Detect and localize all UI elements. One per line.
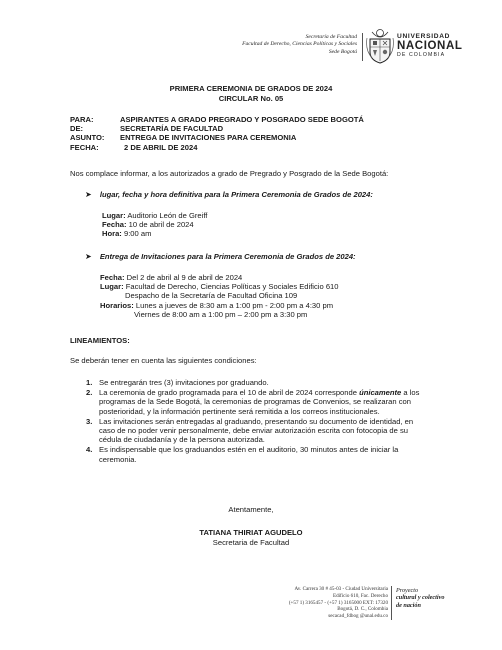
- lineamientos-list: [86, 378, 420, 465]
- section2-heading: Entrega de Invitaciones para la Primera Ceremonia de Grados de 2024:: [99, 252, 356, 261]
- memo-label: ASUNTO:: [70, 133, 105, 143]
- delivery-lugar-value2: Despacho de la Secretaría de Facultad Oficina 109: [125, 291, 298, 301]
- university-name: [397, 33, 463, 58]
- lineamientos-intro: Se deberán tener en cuenta las siguientes condiciones:: [70, 356, 257, 365]
- university-shield-logo: [366, 28, 394, 64]
- memo-row: [70, 143, 364, 152]
- footer-line: secacad_fdbog @unal.edu.co: [328, 613, 388, 620]
- delivery-fecha-value: Del 2 de abril al 9 de abril de 2024: [126, 273, 243, 282]
- footer-line: Av. Carrera 30 # 45-03 - Ciudad Universitaria: [294, 586, 388, 592]
- fecha-label: Fecha:: [102, 220, 127, 230]
- list-item: [86, 378, 420, 387]
- signer-role: Secretaria de Facultad: [212, 538, 290, 547]
- footer-line: Edificio 610, Fac. Derecho: [332, 592, 388, 599]
- section1-heading-row: [85, 190, 373, 199]
- memo-label: PARA:: [70, 115, 94, 124]
- office-line: Facultad de Derecho, Ciencias Políticas y Sociales: [242, 41, 357, 48]
- lineamientos-heading: LINEAMIENTOS:: [70, 336, 130, 345]
- memo-label: FECHA:: [70, 142, 99, 152]
- memo-row: [70, 115, 364, 124]
- delivery-fecha-label: Fecha:: [100, 273, 125, 282]
- delivery-lugar-value: Facultad de Derecho, Ciencias Políticas y Sociales Edificio 610: [125, 282, 339, 292]
- section2-details: [100, 273, 460, 319]
- memo-value: 2 DE ABRIL DE 2024: [124, 142, 198, 152]
- arrow-bullet-icon: ➤: [85, 190, 92, 199]
- slogan-line: de nación: [396, 601, 421, 609]
- university-line1: UNIVERSIDAD: [397, 33, 451, 40]
- closing-salutation: Atentamente,: [228, 505, 274, 514]
- hora-value: 9:00 am: [123, 229, 152, 239]
- document-title: PRIMERA CEREMONIA DE GRADOS DE 2024: [169, 84, 333, 93]
- slogan-line: Proyecto: [396, 587, 419, 594]
- office-line: Secretaría de Facultad: [305, 34, 357, 40]
- university-line3: DE COLOMBIA: [397, 52, 446, 58]
- item-emphasis: únicamente: [359, 388, 402, 398]
- delivery-lugar-label: Lugar:: [100, 282, 124, 292]
- item-number: 3.: [86, 416, 93, 426]
- circular-number: CIRCULAR No. 05: [218, 94, 284, 103]
- intro-paragraph: Nos complace informar, a los autorizados a grado de Pregrado y Posgrado de la Sede Bogotá:: [70, 169, 389, 178]
- memo-value: ASPIRANTES A GRADO PREGRADO Y POSGRADO SEDE BOGOTÁ: [120, 115, 364, 124]
- section1-heading: lugar, fecha y hora definitiva para la Primera Ceremonia de Grados de 2024:: [99, 190, 373, 199]
- item-number: 4.: [86, 445, 93, 455]
- footer-address: [230, 586, 388, 620]
- horarios-label: Horarios:: [100, 300, 134, 310]
- item-text-continued: a los programas de la Sede Bogotá, la ceremonias de programas de Convenios, se realizaran con posterioridad, y la información pertinente será remitida a los correos institucionales.: [99, 388, 420, 416]
- fecha-value: 10 de abril de 2024: [128, 220, 194, 230]
- list-item: [86, 417, 420, 445]
- memo-value: SECRETARÍA DE FACULTAD: [120, 124, 224, 134]
- lugar-value: Auditorio León de Greiff: [127, 211, 208, 220]
- item-text: La ceremonia de grado programada para el 10 de abril de 2024 corresponde: [99, 388, 360, 398]
- memo-block: [70, 115, 364, 152]
- office-header: [230, 34, 357, 56]
- slogan-line: cultural y colectivo: [396, 594, 445, 602]
- footer-line: (+57 1) 3165457 - (+57 1) 3165000 EXT: 17320: [288, 599, 388, 606]
- item-number: 1.: [86, 378, 93, 387]
- horarios-value: Lunes a jueves de 8:30 am a 1:00 pm - 2:00 pm a 4:30 pm: [135, 300, 334, 310]
- project-slogan: [396, 587, 444, 609]
- memo-row: [70, 124, 364, 133]
- section1-details: [102, 211, 207, 239]
- memo-label: DE:: [70, 124, 84, 134]
- footer-divider: [391, 586, 392, 620]
- item-number: 2.: [86, 388, 93, 398]
- university-line2: NACIONAL: [397, 40, 463, 52]
- header-divider: [362, 33, 363, 61]
- horarios-value2: Viernes de 8:00 am a 1:00 pm – 2:00 pm a 3:30 pm: [134, 309, 308, 319]
- section2-heading-row: [85, 252, 356, 261]
- office-line: Sede Bogotá: [328, 48, 357, 55]
- memo-row: [70, 133, 364, 142]
- item-text: Es indispensable que los graduandos estén en el auditorio, 30 minutos antes de iniciar la ceremonia.: [99, 445, 399, 464]
- lugar-label: Lugar:: [102, 211, 126, 220]
- list-item: [86, 388, 420, 416]
- footer-line: Bogotá, D. C., Colombia: [337, 606, 388, 613]
- memo-value: ENTREGA DE INVITACIONES PARA CEREMONIA: [120, 133, 297, 143]
- item-text: Las invitaciones serán entregadas al graduando, presentando su documento de identidad, en caso de no poder venir personalmente, debe enviar autorización escrita con fotocopia de su cédula de ciudadanía y de la persona autorizada.: [99, 416, 414, 445]
- item-text: Se entregarán tres (3) invitaciones por graduando.: [99, 378, 269, 387]
- signer-name: TATIANA THIRIAT AGUDELO: [199, 528, 303, 537]
- list-item: [86, 445, 420, 463]
- hora-label: Hora:: [102, 229, 122, 239]
- arrow-bullet-icon: ➤: [85, 252, 92, 261]
